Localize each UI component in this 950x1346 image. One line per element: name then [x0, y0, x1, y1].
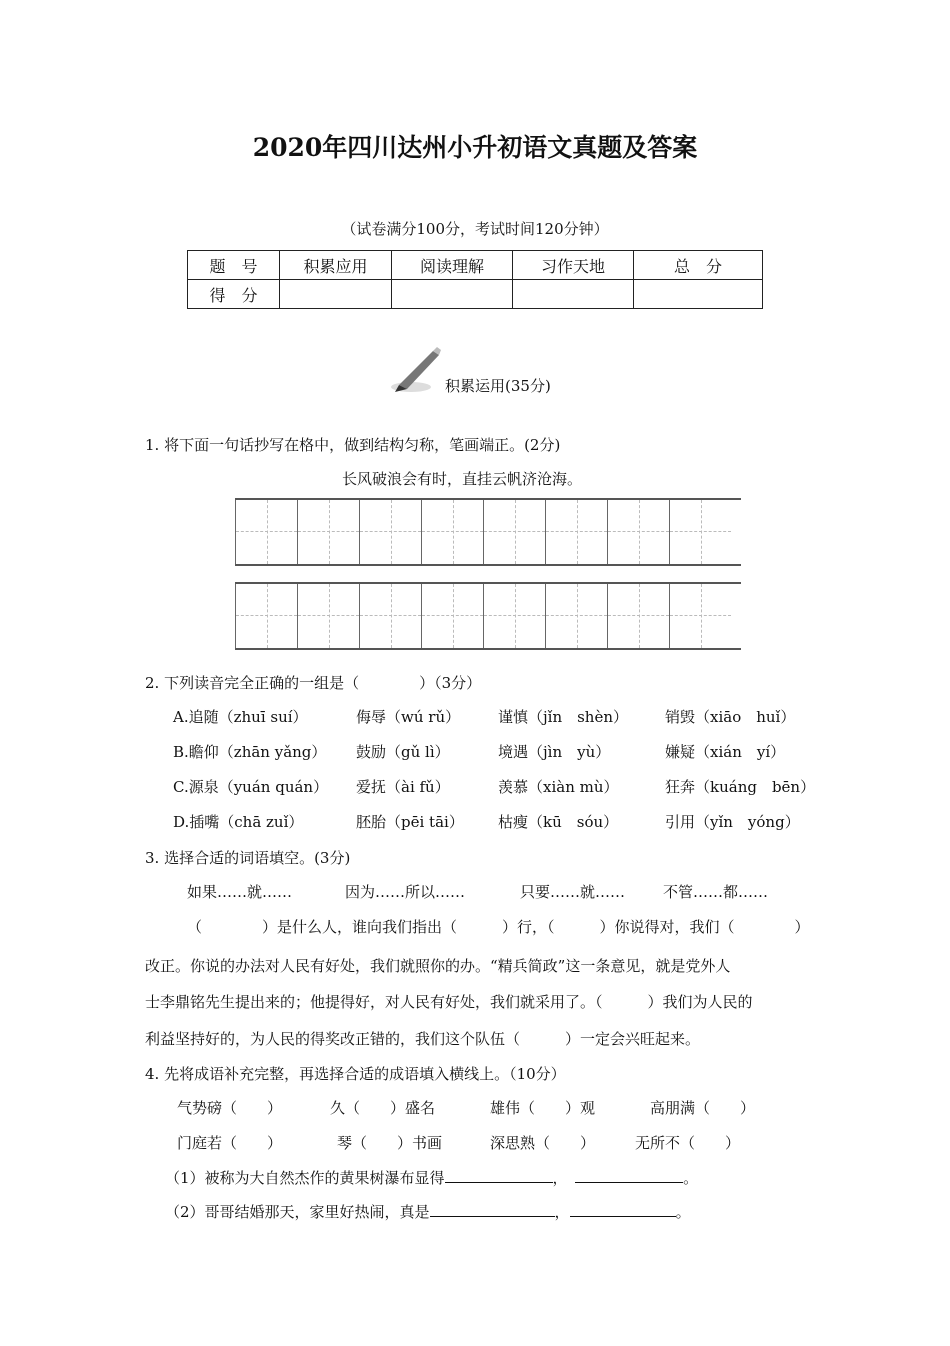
- question-4: 4. 先将成语补充完整，再选择合适的成语填入横线上。（10分）: [145, 1065, 566, 1083]
- grid-cell[interactable]: [421, 584, 483, 648]
- score-input-cell[interactable]: [513, 280, 634, 309]
- idiom-item: 无所不（ ）: [635, 1134, 741, 1152]
- score-table: [187, 250, 763, 309]
- paragraph-line: 利益坚持好的，为人民的得奖改正错的，我们这个队伍（ ）一定会兴旺起来。: [145, 1030, 701, 1048]
- idiom-item: 气势磅（ ）: [177, 1099, 283, 1117]
- answer-blank[interactable]: [445, 1168, 553, 1183]
- fill-sentence-1: [165, 1167, 698, 1188]
- sentence-text: （2）哥哥结婚那天，家里好热闹，真是: [165, 1203, 430, 1221]
- word-choice: 因为……所以……: [345, 883, 466, 901]
- grid-cell[interactable]: [545, 584, 607, 648]
- idiom-item: 久（ ）盛名: [330, 1099, 436, 1117]
- grid-cell[interactable]: [235, 500, 297, 564]
- question-3: 3. 选择合适的词语填空。(3分): [145, 849, 351, 867]
- grid-cell[interactable]: [359, 584, 421, 648]
- grid-cell[interactable]: [669, 500, 731, 564]
- answer-blank[interactable]: [570, 1202, 676, 1217]
- grid-cell[interactable]: [607, 584, 669, 648]
- option-item: 鼓励（gǔ lì）: [356, 743, 450, 761]
- grid-cell[interactable]: [359, 500, 421, 564]
- option-item: 狂奔（kuáng bēn）: [665, 778, 816, 796]
- grid-cell[interactable]: [607, 500, 669, 564]
- table-cell: 阅读理解: [392, 251, 513, 280]
- sentence-text: ，: [554, 1203, 570, 1221]
- paragraph-line: 改正。你说的办法对人民有好处，我们就照你的办。“精兵简政”这一条意见，就是党外人: [145, 957, 731, 975]
- grid-cell[interactable]: [235, 584, 297, 648]
- sentence-text: 。: [683, 1169, 699, 1187]
- score-input-cell[interactable]: [634, 280, 763, 309]
- idiom-item: 琴（ ）书画: [337, 1134, 443, 1152]
- option-item[interactable]: A.追随（zhuī suí）: [173, 708, 308, 726]
- paragraph-line: （ ）是什么人，谁向我们指出（ ）行，（ ）你说得对，我们（ ）: [187, 918, 810, 936]
- answer-blank[interactable]: [430, 1202, 555, 1217]
- option-item: 枯瘦（kū sóu）: [498, 813, 619, 831]
- fill-sentence-2: [165, 1201, 691, 1222]
- option-item: 羡慕（xiàn mù）: [498, 778, 619, 796]
- grid-cell[interactable]: [421, 500, 483, 564]
- grid-cell[interactable]: [483, 500, 545, 564]
- table-row: [188, 251, 763, 280]
- idiom-item: 高朋满（ ）: [650, 1099, 756, 1117]
- pen-icon: [385, 345, 445, 395]
- idiom-item: 门庭若（ ）: [177, 1134, 283, 1152]
- option-item: 爱抚（ài fǔ）: [356, 778, 450, 796]
- word-choice: 如果……就……: [187, 883, 293, 901]
- writing-grid[interactable]: [235, 582, 741, 650]
- paragraph-line: 士李鼎铭先生提出来的；他提得好，对人民有好处，我们就采用了。（ ）我们为人民的: [145, 993, 753, 1011]
- section-heading: 积累运用(35分): [445, 377, 551, 395]
- option-item: 销毁（xiāo huǐ）: [665, 708, 796, 726]
- copy-sentence: 长风破浪会有时，直挂云帆济沧海。: [342, 470, 583, 488]
- sentence-text: ，: [552, 1169, 561, 1187]
- option-item: 谨慎（jǐn shèn）: [498, 708, 629, 726]
- score-input-cell[interactable]: [392, 280, 513, 309]
- word-choice: 不管……都……: [663, 883, 769, 901]
- writing-grid[interactable]: [235, 498, 741, 566]
- grid-cell[interactable]: [483, 584, 545, 648]
- grid-cell[interactable]: [297, 584, 359, 648]
- score-input-cell[interactable]: [280, 280, 392, 309]
- table-cell: 习作天地: [513, 251, 634, 280]
- table-cell: 得 分: [188, 280, 280, 309]
- table-cell: 积累应用: [280, 251, 392, 280]
- idiom-item: 雄伟（ ）观: [490, 1099, 596, 1117]
- option-item[interactable]: C.源泉（yuán quán）: [173, 778, 329, 796]
- option-item: 侮辱（wú rǔ）: [356, 708, 461, 726]
- word-choice: 只要……就……: [520, 883, 626, 901]
- exam-subtitle: （试卷满分100分，考试时间120分钟）: [341, 220, 609, 238]
- table-row: [188, 280, 763, 309]
- table-cell: 题 号: [188, 251, 280, 280]
- page-title: 2020年四川达州小升初语文真题及答案: [252, 133, 698, 162]
- answer-blank[interactable]: [575, 1168, 683, 1183]
- idiom-item: 深思熟（ ）: [490, 1134, 596, 1152]
- option-item: 嫌疑（xián yí）: [665, 743, 786, 761]
- sentence-text: 。: [675, 1203, 691, 1221]
- grid-cell[interactable]: [297, 500, 359, 564]
- option-item[interactable]: B.瞻仰（zhān yǎng）: [173, 743, 327, 761]
- option-item[interactable]: D.插嘴（chā zuǐ）: [173, 813, 304, 831]
- grid-cell[interactable]: [545, 500, 607, 564]
- question-2: 2. 下列读音完全正确的一组是（ ）（3分）: [145, 674, 482, 692]
- option-item: 胚胎（pēi tāi）: [356, 813, 464, 831]
- question-1: 1. 将下面一句话抄写在格中，做到结构匀称，笔画端正。(2分): [145, 436, 561, 454]
- sentence-text: （1）被称为大自然杰作的黄果树瀑布显得: [165, 1169, 445, 1187]
- option-item: 引用（yǐn yóng）: [665, 813, 800, 831]
- table-cell: 总 分: [634, 251, 763, 280]
- grid-cell[interactable]: [669, 584, 731, 648]
- option-item: 境遇（jìn yù）: [498, 743, 611, 761]
